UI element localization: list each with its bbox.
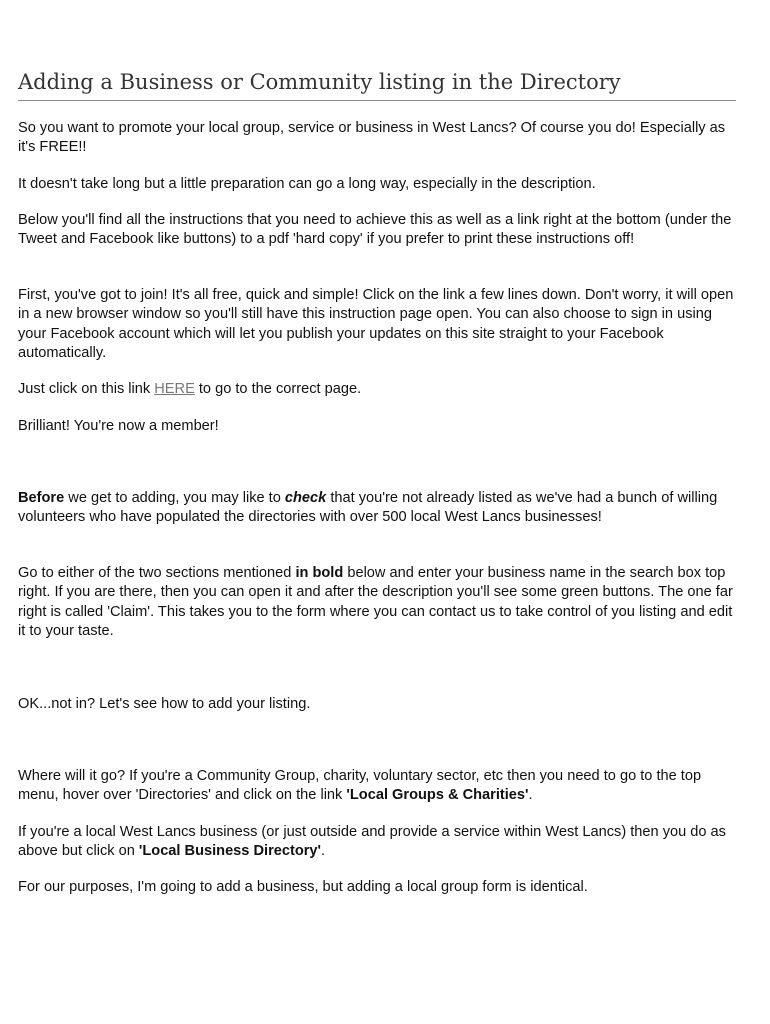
check-paragraph [18, 489, 736, 528]
business-text-1: If you're a local West Lancs business (or just outside and provide a service within West Lancs) then you do as above but click on [18, 824, 726, 860]
check-text-1: we get to adding, you may like to [64, 490, 285, 506]
sections-paragraph [18, 564, 736, 642]
in-bold-text: in bold [295, 565, 344, 581]
sections-text-1: Go to either of the two sections mentioned [18, 565, 296, 581]
where-text-2: . [528, 787, 533, 804]
local-groups-bold-text: 'Local Groups & Charities' [346, 787, 529, 804]
where-text-1: Where will it go? If you're a Community Group, charity, voluntary sector, etc then you need to go to the top menu, hover over 'Directories' and click on the link [18, 768, 702, 804]
page-title: Adding a Business or Community listing in the Directory [18, 70, 736, 101]
business-paragraph [18, 823, 736, 862]
instructions-paragraph: Below you'll find all the instructions that you need to achieve this as well as a link right at the bottom (under the Tweet and Facebook like buttons) to a pdf 'hard copy' if you prefer to print these instructions off! [18, 212, 732, 248]
click-link-paragraph [18, 380, 736, 399]
not-in-paragraph: OK...not in? Let's see how to add your listing. [18, 696, 311, 712]
before-bold-text: Before [18, 490, 65, 506]
intro-paragraph: So you want to promote your local group, service or business in West Lancs? Of course you do! Especially as it's FREE!! [18, 120, 726, 156]
check-emphasis-text: check [284, 490, 327, 506]
member-paragraph: Brilliant! You're now a member! [18, 418, 219, 434]
sections-text-2: below and enter your business name in the search box top right. If you are there, then you can open it and after the description you'll see some green buttons. The one far right is called 'Claim'. This takes you to the form where you can contact us to take control of you listing and edit it to your taste. [18, 565, 733, 640]
here-link[interactable]: HERE [154, 381, 195, 397]
purposes-paragraph: For our purposes, I'm going to add a business, but adding a local group form is identical. [18, 879, 588, 895]
click-link-text-after: to go to the correct page. [194, 381, 362, 397]
business-text-2: . [321, 843, 326, 860]
check-text-2: that you're not already listed as we've had a bunch of willing volunteers who have populated the directories with over 500 local West Lancs businesses! [18, 490, 718, 526]
click-link-text-before: Just click on this link [18, 381, 155, 397]
local-business-bold-text: 'Local Business Directory' [138, 843, 322, 860]
join-paragraph: First, you've got to join! It's all free, quick and simple! Click on the link a few lines down. Don't worry, it will open in a new browser window so you'll still have this instruction page open. You can also choose to sign in using your Facebook account which will let you publish your updates on this site straight to your Facebook automatically. [18, 287, 734, 362]
preparation-paragraph: It doesn't take long but a little preparation can go a long way, especially in the description. [18, 176, 596, 192]
where-paragraph [18, 767, 736, 806]
